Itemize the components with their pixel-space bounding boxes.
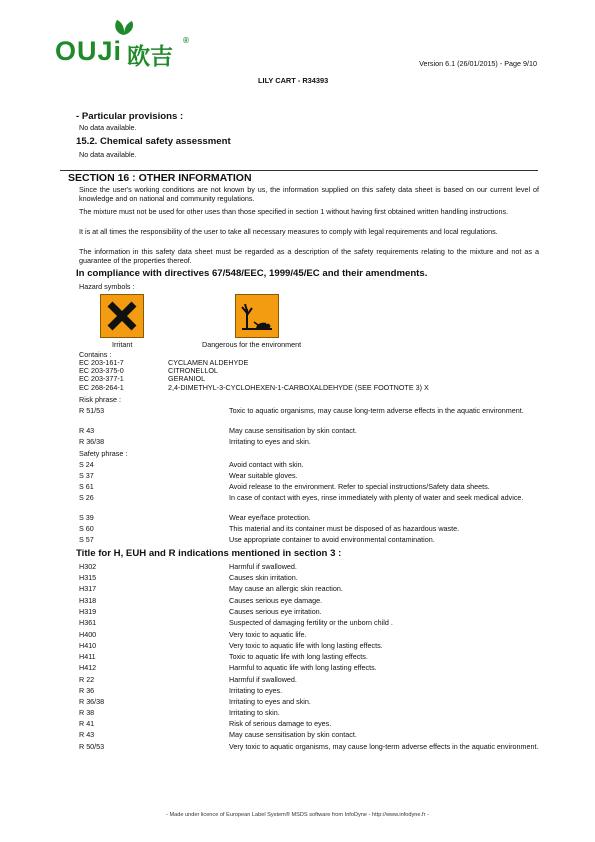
- indication-text: Causes serious eye damage.: [229, 596, 323, 605]
- hazard-symbols-label: Hazard symbols :: [79, 282, 135, 291]
- indication-code: H411: [79, 652, 96, 661]
- ec-number: EC 268-264-1: [79, 383, 124, 392]
- safety-text: This material and its container must be disposed of as hazardous waste.: [229, 524, 460, 533]
- logo-text: OUJi: [55, 36, 123, 66]
- product-title: LILY CART - R34393: [258, 76, 329, 85]
- indication-code: H410: [79, 641, 97, 650]
- indication-text: May cause sensitisation by skin contact.: [229, 730, 357, 739]
- ec-number: EC 203-377-1: [79, 374, 124, 383]
- safety-code: S 60: [79, 524, 94, 533]
- indication-text: Harmful to aquatic life with long lasting effects.: [229, 663, 377, 672]
- indication-text: Risk of serious damage to eyes.: [229, 719, 332, 728]
- risk-text: Toxic to aquatic organisms, may cause long-term adverse effects in the aquatic environment.: [229, 406, 524, 415]
- particular-provisions-title: - Particular provisions :: [76, 111, 184, 122]
- risk-code: R 51/53: [79, 406, 105, 415]
- indication-code: H412: [79, 663, 97, 672]
- indication-text: Toxic to aquatic life with long lasting effects.: [229, 652, 368, 661]
- indication-code: H315: [79, 573, 97, 582]
- irritant-x-icon: [100, 294, 144, 338]
- indication-code: H400: [79, 630, 97, 639]
- contains-label: Contains :: [79, 350, 112, 359]
- indication-code: H361: [79, 618, 97, 627]
- chemical-safety-text: No data available.: [79, 150, 137, 159]
- section16-title: SECTION 16 : OTHER INFORMATION: [68, 172, 252, 184]
- safety-code: S 26: [79, 493, 94, 502]
- safety-code: S 57: [79, 535, 94, 544]
- section16-paragraph-4: The information in this safety data sheet must be regarded as a description of the safety requirements relating to the mixture and not as a guarantee of the properties thereof.: [79, 247, 539, 265]
- indication-code: H319: [79, 607, 97, 616]
- safety-code: S 24: [79, 460, 94, 469]
- indication-code: H317: [79, 584, 97, 593]
- safety-text: Avoid release to the environment. Refer to special instructions/Safety data sheets.: [229, 482, 490, 491]
- safety-text: Wear suitable gloves.: [229, 471, 298, 480]
- safety-text: In case of contact with eyes, rinse immediately with plenty of water and seek medical advice.: [229, 493, 524, 502]
- substance-name: CITRONELLOL: [168, 366, 218, 375]
- version-info: Version 6.1 (26/01/2015) - Page 9/10: [419, 59, 537, 68]
- indication-code: R 50/53: [79, 742, 105, 751]
- indication-text: May cause an allergic skin reaction.: [229, 584, 343, 593]
- leaf-icon: [111, 18, 137, 36]
- ec-number: EC 203-161-7: [79, 358, 124, 367]
- safety-text: Wear eye/face protection.: [229, 513, 311, 522]
- ec-number: EC 203-375-0: [79, 366, 124, 375]
- indication-text: Causes serious eye irritation.: [229, 607, 322, 616]
- safety-text: Avoid contact with skin.: [229, 460, 304, 469]
- indication-text: Harmful if swallowed.: [229, 675, 297, 684]
- safety-code: S 39: [79, 513, 94, 522]
- substance-name: GERANIOL: [168, 374, 206, 383]
- indication-text: Very toxic to aquatic organisms, may cause long-term adverse effects in the aquatic environment.: [229, 742, 539, 751]
- indications-title: Title for H, EUH and R indications mentioned in section 3 :: [76, 548, 342, 559]
- indication-text: Irritating to skin.: [229, 708, 280, 717]
- logo-chinese: 欧吉: [127, 44, 173, 70]
- chemical-safety-title: 15.2. Chemical safety assessment: [76, 136, 231, 147]
- indication-text: Suspected of damaging fertility or the unborn child .: [229, 618, 393, 627]
- section16-paragraph-3: It is at all times the responsibility of the user to take all necessary measures to comply with legal requirements and local regulations.: [79, 227, 498, 236]
- substance-name: 2,4-DIMETHYL-3-CYCLOHEXEN-1-CARBOXALDEHYDE (SEE FOOTNOTE 3) X: [168, 383, 429, 392]
- environment-label: Dangerous for the environment: [202, 340, 302, 349]
- indication-text: Irritating to eyes.: [229, 686, 283, 695]
- indication-code: R 36/38: [79, 697, 105, 706]
- indication-code: H302: [79, 562, 97, 571]
- risk-code: R 43: [79, 426, 95, 435]
- logo-registered-mark: ®: [183, 36, 189, 45]
- risk-text: May cause sensitisation by skin contact.: [229, 426, 357, 435]
- safety-code: S 37: [79, 471, 94, 480]
- particular-provisions-text: No data available.: [79, 123, 137, 132]
- indication-code: R 38: [79, 708, 95, 717]
- page-footer: - Made under licence of European Label System® MSDS software from InfoDyne - http://www.infodyne.fr -: [166, 812, 429, 818]
- section-divider: [60, 170, 538, 171]
- indication-code: R 41: [79, 719, 95, 728]
- risk-text: Irritating to eyes and skin.: [229, 437, 311, 446]
- irritant-label: Irritant: [112, 340, 133, 349]
- indication-code: H318: [79, 596, 97, 605]
- safety-code: S 61: [79, 482, 94, 491]
- indication-code: R 43: [79, 730, 95, 739]
- environment-hazard-icon: [235, 294, 279, 338]
- section16-paragraph-1: Since the user's working conditions are not known by us, the information supplied on this safety data sheet is based on our current level of knowledge and on national and community regulations.: [79, 185, 539, 203]
- risk-code: R 36/38: [79, 437, 105, 446]
- indication-text: Very toxic to aquatic life.: [229, 630, 307, 639]
- company-logo: [55, 18, 205, 70]
- substance-name: CYCLAMEN ALDEHYDE: [168, 358, 249, 367]
- safety-phrase-label: Safety phrase :: [79, 449, 128, 458]
- indication-code: R 36: [79, 686, 95, 695]
- indication-text: Irritating to eyes and skin.: [229, 697, 311, 706]
- risk-phrase-label: Risk phrase :: [79, 395, 121, 404]
- indication-text: Harmful if swallowed.: [229, 562, 297, 571]
- indication-text: Very toxic to aquatic life with long lasting effects.: [229, 641, 383, 650]
- section16-paragraph-2: The mixture must not be used for other uses than those specified in section 1 without having first obtained written handling instructions.: [79, 207, 509, 216]
- indication-text: Causes skin irritation.: [229, 573, 298, 582]
- indication-code: R 22: [79, 675, 95, 684]
- safety-text: Use appropriate container to avoid environmental contamination.: [229, 535, 435, 544]
- compliance-title: In compliance with directives 67/548/EEC, 1999/45/EC and their amendments.: [76, 268, 428, 279]
